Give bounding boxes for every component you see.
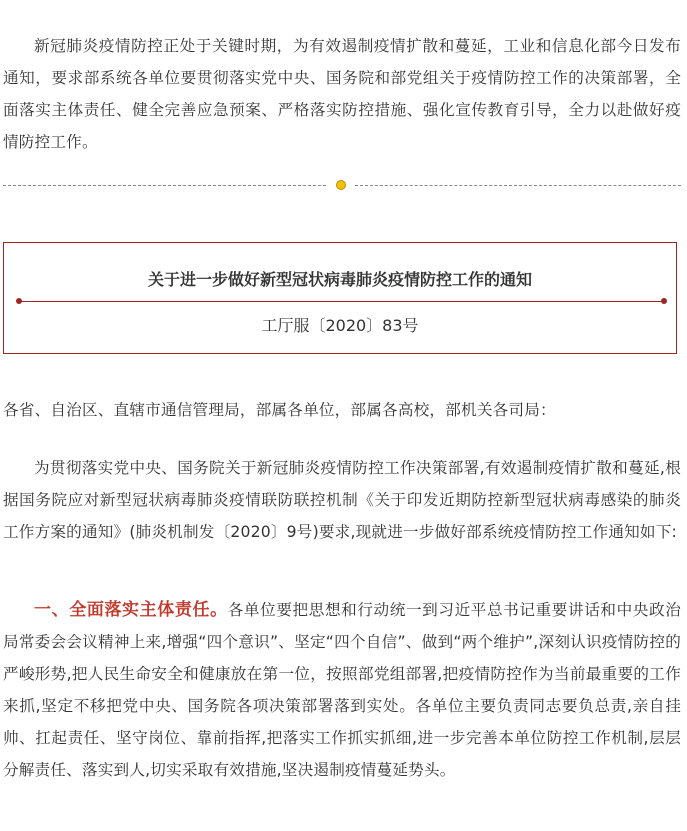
intro-paragraph: 新冠肺炎疫情防控正处于关键时期，为有效遏制疫情扩散和蔓延，工业和信息化部今日发布通知，要求部系统各单位要贯彻落实党中央、国务院和部党组关于疫情防控工作的决策部署，全面落实主体责任、健全完善应急预案、严格落实防控措施、强化宣传教育引导，全力以赴做好疫情防控工作。 [3,37,681,151]
preamble-paragraph: 为贯彻落实党中央、国务院关于新冠肺炎疫情防控工作决策部署,有效遏制疫情扩散和蔓延,根据国务院应对新型冠状病毒肺炎疫情联防联控机制《关于印发近期防控新型冠状病毒感染的肺炎工作方案的通知》(肺炎机制发〔2020〕9号)要求,现就进一步做好部系统疫情防控工作通知如下: [3,459,681,541]
divider-dot-icon [336,180,346,190]
notice-rule [18,301,664,302]
rule-dot-left-icon [16,298,22,304]
notice-title: 关于进一步做好新型冠状病毒肺炎疫情防控工作的通知 [147,270,532,289]
section-divider [3,176,681,196]
section-1-paragraph [3,594,681,786]
addressee-line: 各省、自治区、直辖市通信管理局，部属各单位，部属各高校，部机关各司局： [3,401,556,419]
section-1-body: 各单位要把思想和行动统一到习近平总书记重要讲话和中央政治局常委会会议精神上来,增强“四个意识”、坚定“四个自信”、做到“两个维护”,深刻认识疫情防控的严峻形势,把人民生命安全和健康放在第一位，按照部党组部署,把疫情防控作为当前最重要的工作来抓,坚定不移把党中央、国务院各项决策部署落到实处。各单位主要负责同志要负总责,亲自挂帅、扛起责任、坚守岗位、靠前指挥,把落实工作抓实抓细,进一步完善本单位防控工作机制,层层分解责任、落实到人,切实采取有效措施,坚决遏制疫情蔓延势头。 [3,601,682,779]
notice-document-number: 工厅服〔2020〕83号 [261,316,419,335]
divider-line-right [355,185,681,186]
divider-line-left [3,185,326,186]
rule-dot-right-icon [661,298,667,304]
section-1-heading: 一、全面落实主体责任。 [34,600,228,620]
notice-header-box [3,242,677,354]
